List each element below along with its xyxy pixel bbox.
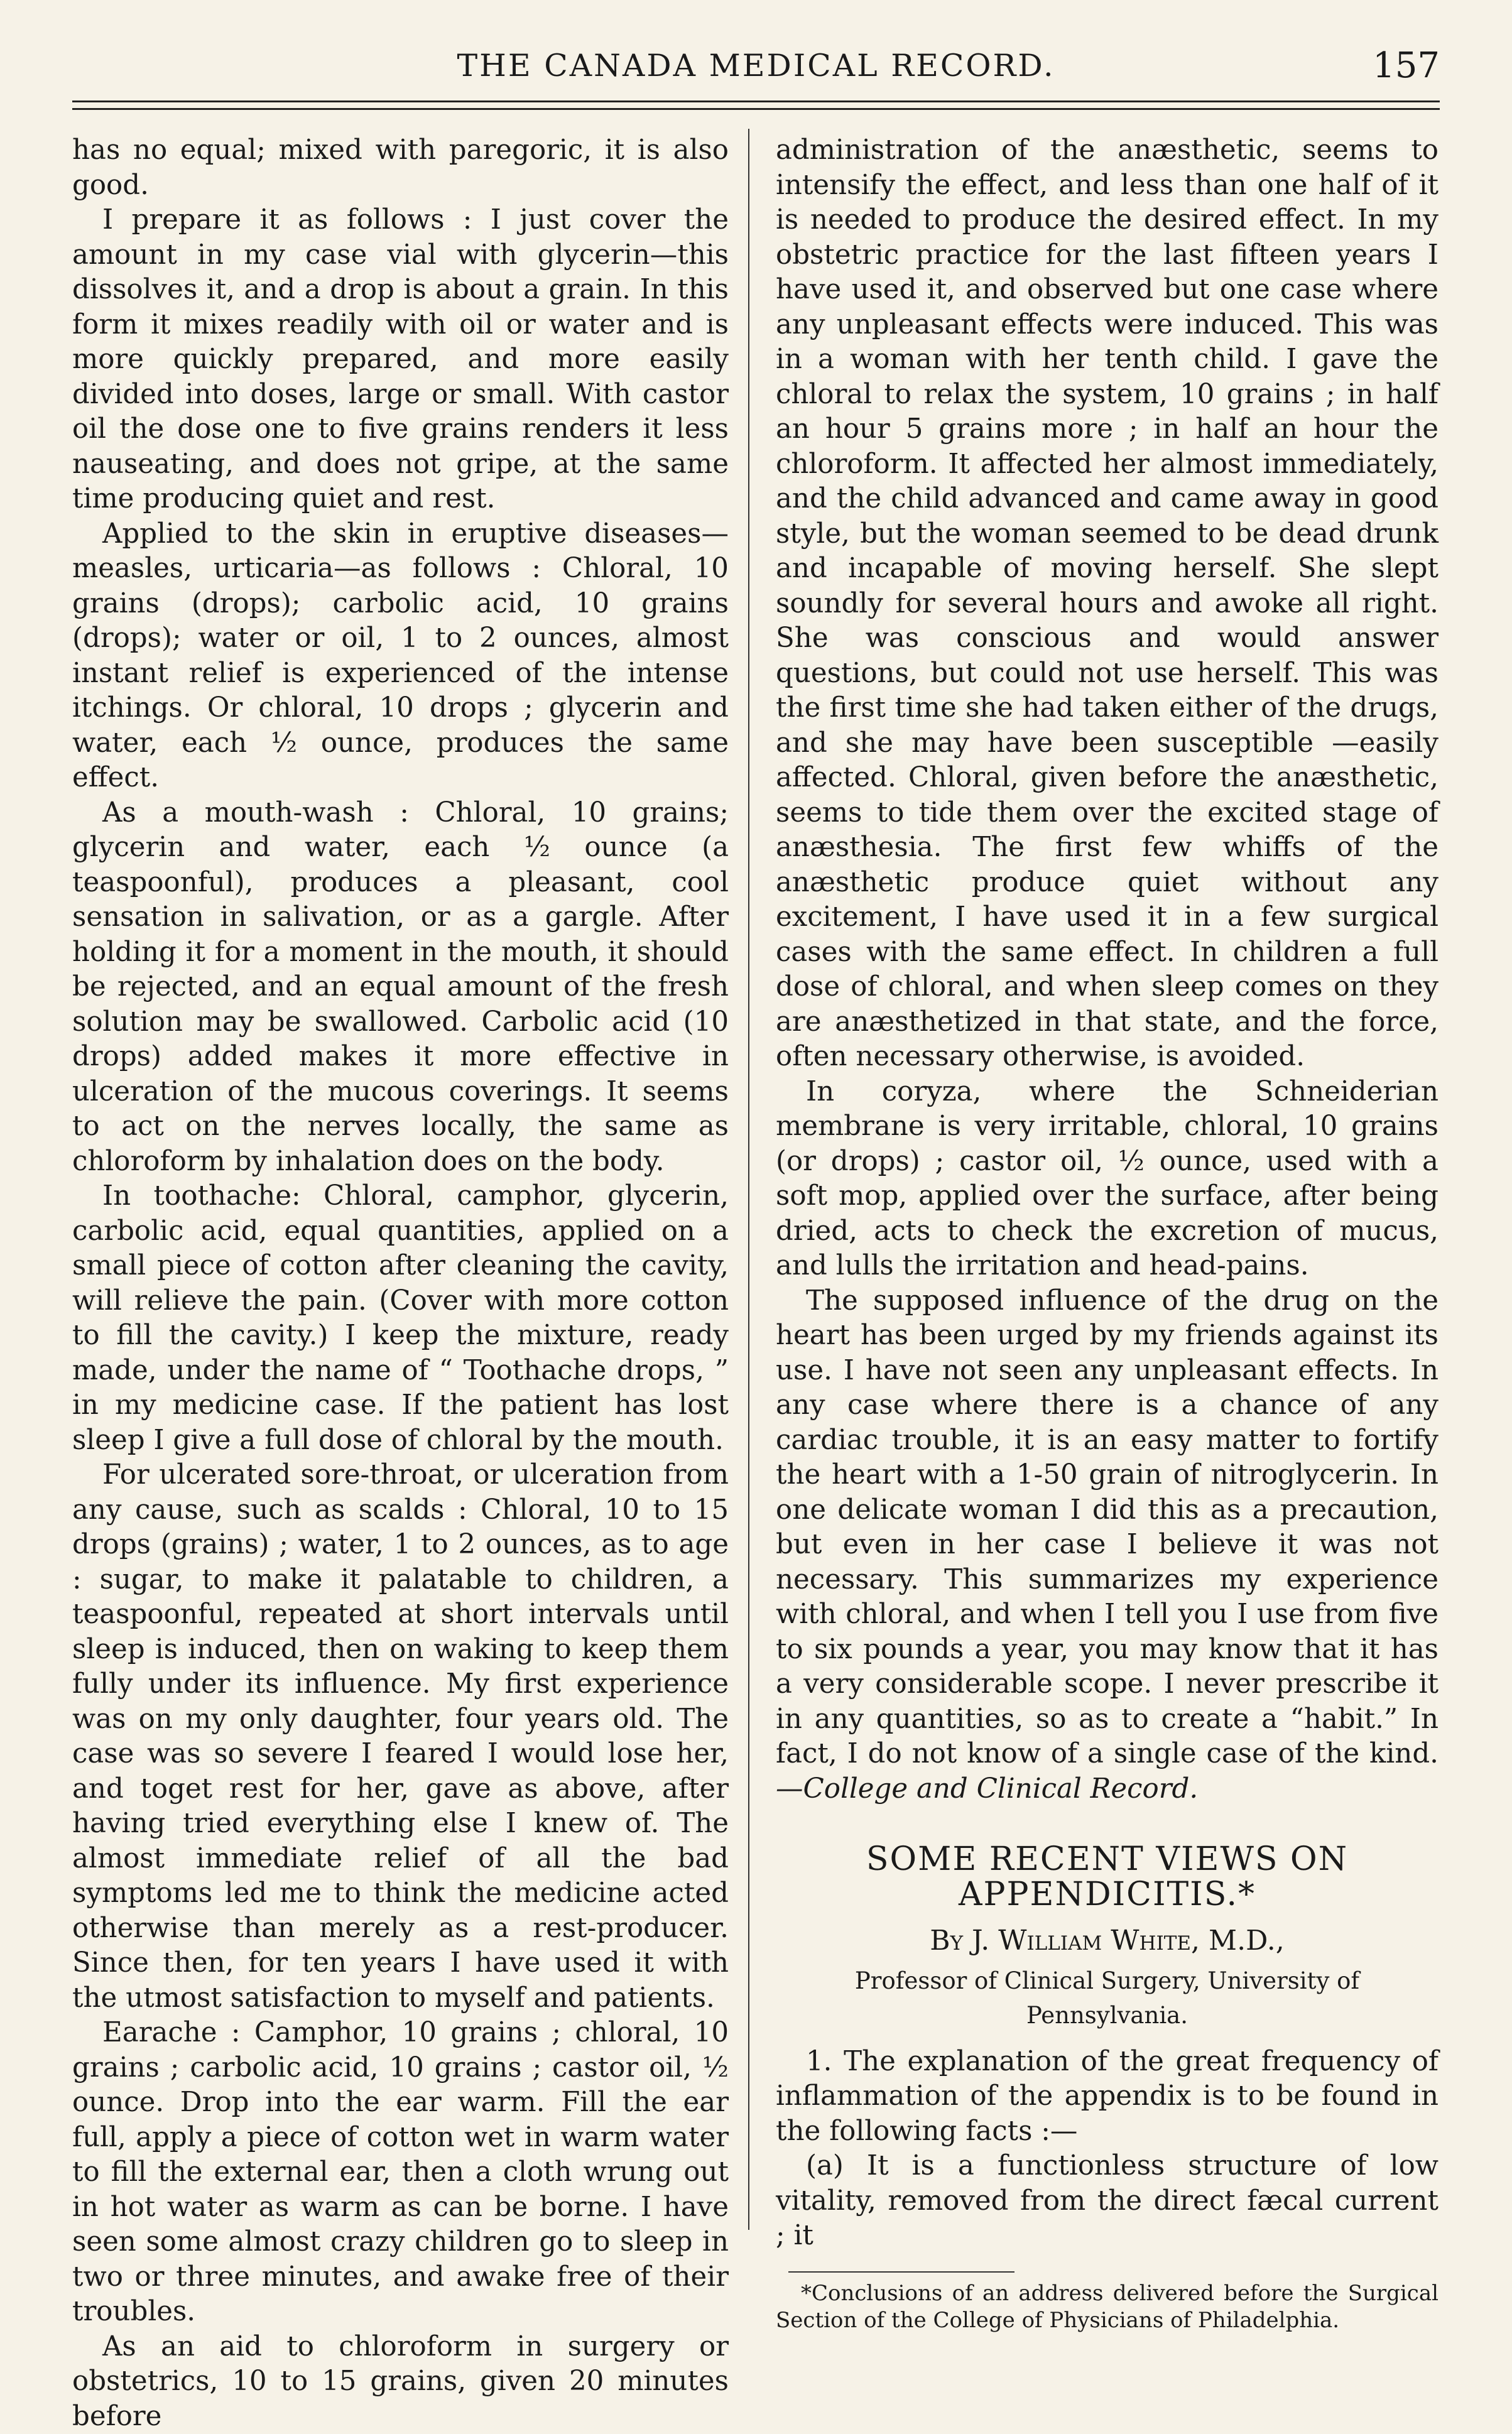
paragraph: In toothache: Chloral, camphor, glycerin, carbolic acid, equal quantities, applied on a small piece of cotton after cleaning the cavity, will relieve the pain. (Cover with more cotton to fill the cavity.) I keep the mixture, ready made, under the name of “ Toothache drops, ” in my medicine case. If the patient has lost sleep I give a full dose of chloral by the mouth.	[72, 1179, 729, 1458]
left-column	[72, 133, 729, 2434]
paragraph: In coryza, where the Schneiderian membrane is very irritable, chloral, 10 grains (or drops) ; castor oil, ½ ounce, used with a soft mop, applied over the surface, after being dried, acts to check the excretion of mucus, and lulls the irritation and head-pains.	[776, 1075, 1439, 1284]
source-citation: —College and Clinical Record.	[776, 1773, 1198, 1805]
paragraph: I prepare it as follows : I just cover the amount in my case vial with glycerin—this dissolves it, and a drop is about a grain. In this form it mixes readily with oil or water and is more quickly prepared, and more easily divided into doses, large or small. With castor oil the dose one to five grains renders it less nauseating, and does not gripe, at the same time producing quiet and rest.	[72, 203, 729, 517]
right-column	[776, 133, 1439, 2334]
paragraph: (a) It is a functionless structure of low vitality, removed from the direct fæcal current ; it	[776, 2149, 1439, 2254]
paragraph: administration of the anæsthetic, seems to intensify the effect, and less than one half of it is needed to produce the desired effect. In my obstetric practice for the last fifteen years I have used it, and observed but one case where any unpleasant effects were induced. This was in a woman with her tenth child. I gave the chloral to relax the system, 10 grains ; in half an hour 5 grains more ; in half an hour the chloroform. It affected her almost immediately, and the child advanced and came away in good style, but the woman seemed to be dead drunk and incapable of moving herself. She slept soundly for several hours and awoke all right. She was conscious and would answer questions, but could not use herself. This was the first time she had taken either of the drugs, and she may have been susceptible —easily affected. Chloral, given before the anæsthetic, seems to tide them over the excited stage of anæsthesia. The first few whiffs of the anæsthetic produce quiet without any excitement, I have used it in a few surgical cases with the same effect. In children a full dose of chloral, and when sleep comes on they are anæsthetized in that state, and the force, often necessary otherwise, is avoided.	[776, 133, 1439, 1075]
paragraph: As an aid to chloroform in surgery or obstetrics, 10 to 15 grains, given 20 minutes before	[72, 2330, 729, 2434]
column-divider	[748, 129, 749, 2230]
byline-prefix: By	[930, 1925, 963, 1957]
paragraph-text: The supposed influence of the drug on the heart has been urged by my friends against its use. I have not seen any unpleasant effects. In any case where there is a chance of any cardiac trouble, it is an easy matter to fortify the heart with a 1-50 grain of nitroglycerin. In one delicate woman I did this as a precaution, but even in her case I believe it was not necessary. This summarizes my experience with chloral, and when I tell you I use from five to six pounds a year, you may know that it has a very considerable scope. I never prescribe it in any quantities, so as to create a “habit.” In fact, I do not know of a single case of the kind.	[776, 1285, 1439, 1770]
article-title: SOME RECENT VIEWS ON APPENDICITIS.*	[776, 1842, 1439, 1912]
paragraph: has no equal; mixed with paregoric, it is also good.	[72, 133, 729, 203]
header-rule-bottom	[72, 108, 1440, 110]
journal-title: THE CANADA MEDICAL RECORD.	[72, 48, 1440, 84]
byline	[776, 1923, 1439, 1959]
page-header	[72, 43, 1440, 93]
footnote-rule	[788, 2271, 1014, 2273]
paragraph: Earache : Camphor, 10 grains ; chloral, 10 grains ; carbolic acid, 10 grains ; castor oil, ½ ounce. Drop into the ear warm. Fill the ear full, apply a piece of cotton wet in warm water to fill the external ear, then a cloth wrung out in hot water as warm as can be borne. I have seen some almost crazy children go to sleep in two or three minutes, and awake free of their troubles.	[72, 2016, 729, 2330]
header-rule-top	[72, 101, 1440, 102]
author-affiliation: Professor of Clinical Surgery, University of Pennsylvania.	[776, 1964, 1439, 2033]
page-number: 157	[1373, 45, 1440, 86]
paragraph: As a mouth-wash : Chloral, 10 grains; glycerin and water, each ½ ounce (a teaspoonful), produces a pleasant, cool sensation in salivation, or as a gargle. After holding it for a moment in the mouth, it should be rejected, and an equal amount of the fresh solution may be swallowed. Carbolic acid (10 drops) added makes it more effective in ulceration of the mucous coverings. It seems to act on the nerves locally, the same as chloroform by inhalation does on the body.	[72, 796, 729, 1180]
paragraph: For ulcerated sore-throat, or ulceration from any cause, such as scalds : Chloral, 10 to 15 drops (grains) ; water, 1 to 2 ounces, as to age : sugar, to make it palatable to children, a teaspoonful, repeated at short intervals until sleep is induced, then on waking to keep them fully under its influence. My first experience was on my only daughter, four years old. The case was so severe I feared I would lose her, and toget rest for her, gave as above, after having tried everything else I knew of. The almost immediate relief of all the bad symptoms led me to think the medicine acted otherwise than merely as a rest-producer. Since then, for ten years I have used it with the utmost satisfaction to myself and patients.	[72, 1458, 729, 2016]
paragraph: Applied to the skin in eruptive diseases—measles, urticaria—as follows : Chloral, 10 grains (drops); carbolic acid, 10 grains (drops); water or oil, 1 to 2 ounces, almost instant relief is experienced of the intense itchings. Or chloral, 10 drops ; glycerin and water, each ½ ounce, produces the same effect.	[72, 517, 729, 796]
author-name: J. William White, M.D.,	[972, 1925, 1285, 1957]
footnote: *Conclusions of an address delivered before the Surgical Section of the College of Physicians of Philadelphia.	[776, 2280, 1439, 2334]
paragraph: 1. The explanation of the great frequency of inflammation of the appendix is to be found in the following facts :—	[776, 2045, 1439, 2149]
paragraph	[776, 1284, 1439, 1807]
